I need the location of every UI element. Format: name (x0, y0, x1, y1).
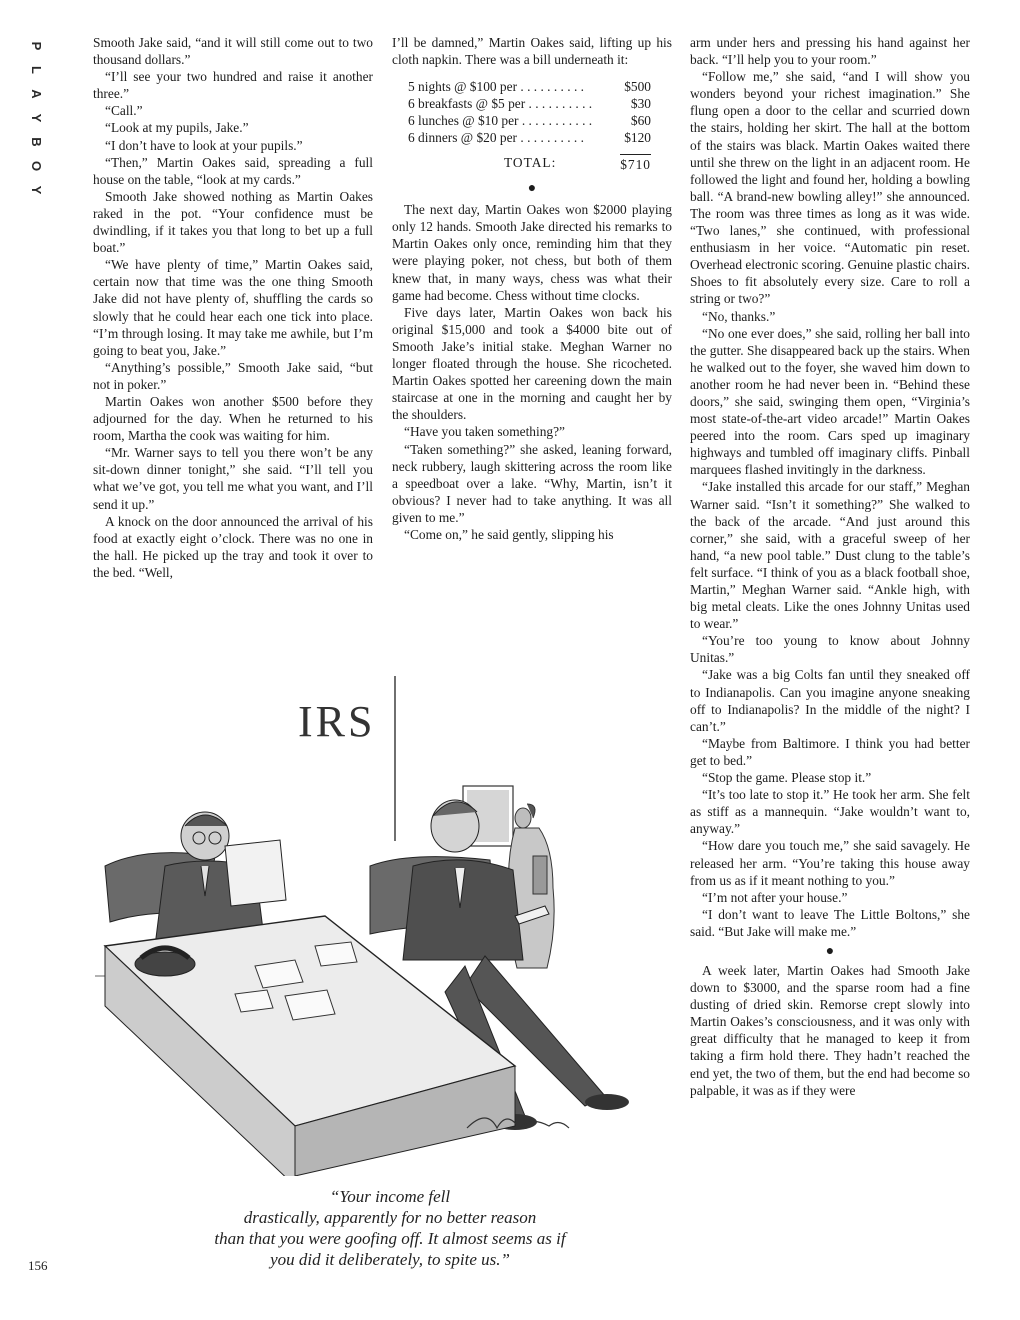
masthead-vertical (24, 34, 48, 202)
section-break: ● (825, 943, 835, 959)
page-number: 156 (28, 1258, 48, 1273)
masthead-letter: L (29, 66, 44, 74)
paragraph: “Look at my pupils, Jake.” (105, 120, 249, 136)
paragraph: “I don’t want to leave The Little Boltons,” she said. “But Jake will make me.” (690, 906, 970, 939)
paragraph: “Anything’s possible,” Smooth Jake said, “but not in poker.” (93, 359, 373, 392)
paragraph: A week later, Martin Oakes had Smooth Jake down to $3000, and the sparse room had a fine dusting of dried skin. Remorse crept slowly into Martin Oakes’s consciousness, and it was only with great difficulty that he managed to keep it from taking a firm hold there. They hadn’t reached the end yet, the two of them, but the end had become so palpable, it was as if they were (690, 962, 970, 1098)
column-2-intro: I’ll be damned,” Martin Oakes said, lifting up his cloth napkin. There was a bill underneath it: (392, 35, 672, 68)
bill-item: 5 nights @ $100 per . . . . . . . . . . (408, 79, 584, 95)
masthead-letter: P (29, 41, 44, 51)
paragraph: “No one ever does,” she said, rolling her ball into the gutter. She disappeared back up the stairs. When he walked out to the foyer, she waved him down to another room he had never been in. “Behind these doors,” she said, swinging them open, “Virginia’s most state-of-the-art video arcade!” Martin Oakes peered into the room. Cars sped up imaginary highways and tumbled off imaginary cliffs. Pinball marquees flashed invitingly in the darkness. (690, 325, 970, 478)
masthead-letter: A (29, 89, 44, 99)
paragraph: “How dare you touch me,” she said savagely. He released her arm. “You’re taking this house away from us as if it meant nothing to you.” (690, 838, 970, 888)
column-3-after-break (690, 962, 970, 1099)
bill-total (408, 154, 651, 173)
bill-row (408, 78, 651, 95)
paragraph: arm under hers and pressing his hand against her back. “I’ll help you to your room.” (690, 35, 970, 68)
caption-line: than that you were goofing off. It almost seems as if (214, 1229, 566, 1248)
paragraph: “You’re too young to know about Johnny Unitas.” (690, 633, 970, 666)
section-break: ● (527, 181, 537, 197)
caption-line: drastically, apparently for no better reason (243, 1208, 537, 1227)
bill-item: 6 dinners @ $20 per . . . . . . . . . . (408, 130, 584, 146)
paragraph: “Call.” (105, 103, 143, 119)
paragraph: “Jake was a big Colts fan until they sneaked off to Indianapolis. Can you imagine anyone sneaking off to Indianapolis? In the middle of the night? I can’t.” (690, 667, 970, 734)
paragraph: The next day, Martin Oakes won $2000 playing only 12 hands. Smooth Jake directed his remarks to Martin Oakes only once, reminding him that they were playing poker, not chess, but both of them knew that, in many ways, chess was what their game had become. Chess without time clocks. (392, 202, 672, 303)
paragraph: “We have plenty of time,” Martin Oakes said, certain now that time was the one thing Smooth Jake did not have plenty of, shuffling the cards so slowly that he could hear each one tick into place. “I’m through losing. It may take me awhile, but I’m going to beat you, Jake.” (93, 257, 373, 358)
bill-item: 6 lunches @ $10 per . . . . . . . . . . . (408, 113, 593, 129)
paragraph: Smooth Jake showed nothing as Martin Oakes raked in the pot. “Your confidence must be dwindling, if it takes you that long to bet up a full boat.” (93, 188, 373, 256)
text-column-3 (690, 34, 970, 1099)
bill-total-label: TOTAL: (504, 155, 557, 171)
paragraph: “It’s too late to stop it.” He took her arm. She felt as stiff as a mannequin. “Jake wouldn’t want to, anyway.” (690, 787, 970, 837)
paragraph: A knock on the door announced the arrival of his food at exactly eight o’clock. There was no one in the hall. He picked up the tray and took it over to the bed. “Well, (93, 513, 373, 580)
bill-item: 6 breakfasts @ $5 per . . . . . . . . . . (408, 96, 593, 112)
irs-cartoon-illustration (95, 676, 680, 1176)
masthead-letter: B (29, 137, 44, 147)
irs-sign: IRS (298, 697, 376, 746)
cartoon-caption (140, 1186, 640, 1270)
paragraph: “Maybe from Baltimore. I think you had better get to bed.” (690, 735, 970, 768)
column-3-body (690, 34, 970, 940)
bill-row (408, 95, 651, 112)
bill-amount: $60 (630, 113, 651, 129)
hotel-bill (408, 78, 672, 173)
masthead-letter: O (29, 160, 44, 172)
paragraph: “Taken something?” she asked, leaning forward, neck rubbery, laugh skittering across the room like a speedboat over a lake. “Why, Martin, isn’t it obvious? I never had to take anything. It was all given to me.” (392, 441, 672, 525)
paragraph: “No, thanks.” (702, 308, 776, 324)
bill-row (408, 129, 651, 146)
bill-row (408, 112, 651, 129)
text-column-2 (392, 34, 672, 543)
bill-amount: $120 (624, 130, 651, 146)
text-column-1 (93, 34, 373, 581)
masthead-letter: Y (29, 185, 44, 195)
paragraph: “Come on,” he said gently, slipping his (404, 526, 614, 542)
paragraph: “Then,” Martin Oakes said, spreading a full house on the table, “look at my cards.” (93, 154, 373, 187)
bill-amount: $30 (630, 96, 651, 112)
bill-amount: $500 (624, 79, 651, 95)
caption-line: you did it deliberately, to spite us.” (270, 1250, 510, 1269)
paragraph: “Have you taken something?” (404, 424, 566, 440)
paragraph: “I’ll see your two hundred and raise it another three.” (93, 69, 373, 102)
bill-total-amount: $710 (620, 154, 651, 173)
caption-line: “Your income fell (329, 1187, 451, 1206)
paragraph: Five days later, Martin Oakes won back his original $15,000 and took a $4000 bite out of Smooth Jake’s initial stake. Meghan Warner no longer floated through the house. She ricocheted. Martin Oakes spotted her careening down the main staircase at one in the morning and caught her by the shoulders. (392, 304, 672, 423)
paragraph: “Follow me,” she said, “and I will show you wonders beyond your richest imagination.” She flung open a door to the cellar and scurried down the stairs, holding her skirt. The hall at the bottom of the stairs was black. Martin Oakes waited there until she threw on the light in an adjacent room. He followed the light and found her, holding a bowling ball. “A brand-new bowling alley!” she announced. The room was three times as long as it was wide. “Two lanes,” she continued, with professional enthusiasm in her voice. “Automatic pin reset. Overhead electronic scoring. Genuine plastic chairs. Shoes to fit absolutely every size. Care to roll a string or two?” (690, 69, 970, 307)
paragraph: “Stop the game. Please stop it.” (702, 770, 872, 786)
column-2-body (392, 201, 672, 543)
paragraph: “I don’t have to look at your pupils.” (105, 137, 303, 153)
paragraph: “Jake installed this arcade for our staff,” Meghan Warner said. “Isn’t it something?” She walked to the back of the arcade. “And just around this corner,” she said, with a graceful sweep of her hand, “a new pool table.” Dust clung to the table’s felt surface. “I think of you as a black football shoe, Martin,” Meghan Warner said. “Ankle high, with big metal cleats. Like the ones Johnny Unitas used to wear.” (690, 479, 970, 632)
masthead-letter: Y (29, 113, 44, 123)
paragraph: “I’m not after your house.” (702, 889, 848, 905)
paragraph: Martin Oakes won another $500 before they adjourned for the day. When he returned to his room, Martha the cook was waiting for him. (93, 393, 373, 444)
paragraph: Smooth Jake said, “and it will still come out to two thousand dollars.” (93, 35, 373, 68)
paragraph: “Mr. Warner says to tell you there won’t be any sit-down dinner tonight,” she said. “I’ll tell you what we’ve got, you tell me what you want, and I’ll send it up.” (93, 445, 373, 512)
